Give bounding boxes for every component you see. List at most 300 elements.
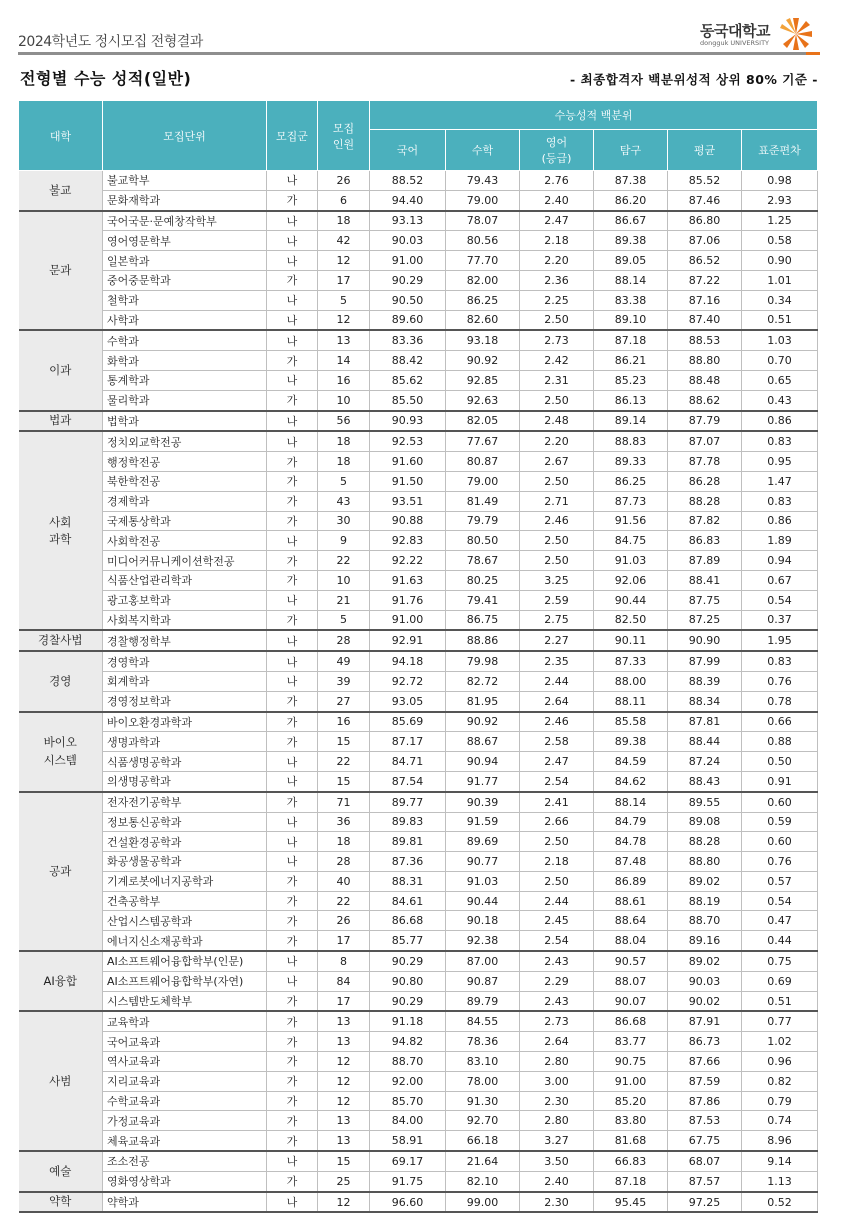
english-cell: 2.30 — [520, 1192, 594, 1213]
group-cell: 나 — [267, 251, 318, 271]
group-cell: 나 — [267, 752, 318, 772]
inquiry-cell: 84.62 — [594, 771, 668, 791]
std-dev-cell: 1.89 — [742, 531, 818, 551]
average-cell: 87.79 — [668, 411, 742, 432]
college-cell: 약학 — [19, 1192, 103, 1213]
math-cell: 82.05 — [446, 411, 520, 432]
inquiry-cell: 91.00 — [594, 1071, 668, 1091]
header-english: 영어 (등급) — [520, 130, 594, 171]
unit-cell: 중어중문학과 — [103, 270, 267, 290]
korean-cell: 90.50 — [370, 290, 446, 310]
std-dev-cell: 9.14 — [742, 1151, 818, 1171]
unit-cell: 교육학과 — [103, 1011, 267, 1031]
group-cell: 나 — [267, 651, 318, 671]
math-cell: 80.56 — [446, 231, 520, 251]
korean-cell: 90.93 — [370, 411, 446, 432]
math-cell: 82.10 — [446, 1171, 520, 1191]
unit-cell: 문화재학과 — [103, 190, 267, 210]
inquiry-cell: 86.68 — [594, 1011, 668, 1031]
korean-cell: 91.63 — [370, 570, 446, 590]
average-cell: 87.99 — [668, 651, 742, 671]
table-row — [19, 1052, 818, 1072]
average-cell: 87.40 — [668, 310, 742, 330]
table-row — [19, 551, 818, 571]
inquiry-cell: 90.07 — [594, 991, 668, 1011]
header-average: 평균 — [668, 130, 742, 171]
english-cell: 2.54 — [520, 771, 594, 791]
english-cell: 2.67 — [520, 452, 594, 472]
std-dev-cell: 1.03 — [742, 330, 818, 350]
std-dev-cell: 0.78 — [742, 691, 818, 711]
unit-cell: 식품산업관리학과 — [103, 570, 267, 590]
average-cell: 88.41 — [668, 570, 742, 590]
std-dev-cell: 1.13 — [742, 1171, 818, 1191]
group-cell: 나 — [267, 231, 318, 251]
math-cell: 90.92 — [446, 712, 520, 732]
std-dev-cell: 0.77 — [742, 1011, 818, 1031]
inquiry-cell: 83.38 — [594, 290, 668, 310]
std-dev-cell: 0.82 — [742, 1071, 818, 1091]
std-dev-cell: 0.60 — [742, 792, 818, 812]
math-cell: 82.60 — [446, 310, 520, 330]
table-row — [19, 1151, 818, 1171]
quota-cell: 12 — [318, 1091, 370, 1111]
inquiry-cell: 89.33 — [594, 452, 668, 472]
average-cell: 87.81 — [668, 712, 742, 732]
english-cell: 2.29 — [520, 971, 594, 991]
inquiry-cell: 88.61 — [594, 891, 668, 911]
english-cell: 2.27 — [520, 630, 594, 651]
korean-cell: 83.36 — [370, 330, 446, 350]
college-cell: 경찰사법 — [19, 630, 103, 651]
average-cell: 89.08 — [668, 812, 742, 832]
std-dev-cell: 0.37 — [742, 610, 818, 630]
std-dev-cell: 0.70 — [742, 351, 818, 371]
korean-cell: 88.42 — [370, 351, 446, 371]
table-row — [19, 452, 818, 472]
math-cell: 90.77 — [446, 852, 520, 872]
quota-cell: 22 — [318, 752, 370, 772]
math-cell: 91.59 — [446, 812, 520, 832]
group-cell: 가 — [267, 1091, 318, 1111]
group-cell: 가 — [267, 691, 318, 711]
inquiry-cell: 85.20 — [594, 1091, 668, 1111]
group-cell: 나 — [267, 590, 318, 610]
quota-cell: 13 — [318, 1111, 370, 1131]
table-row — [19, 330, 818, 350]
korean-cell: 91.60 — [370, 452, 446, 472]
inquiry-cell: 87.33 — [594, 651, 668, 671]
korean-cell: 93.51 — [370, 491, 446, 511]
group-cell: 가 — [267, 712, 318, 732]
average-cell: 87.91 — [668, 1011, 742, 1031]
unit-cell: 에너지신소재공학과 — [103, 931, 267, 951]
group-cell: 가 — [267, 270, 318, 290]
std-dev-cell: 0.86 — [742, 411, 818, 432]
unit-cell: 기계로봇에너지공학과 — [103, 871, 267, 891]
quota-cell: 21 — [318, 590, 370, 610]
unit-cell: 통계학과 — [103, 370, 267, 390]
average-cell: 87.06 — [668, 231, 742, 251]
std-dev-cell: 0.96 — [742, 1052, 818, 1072]
inquiry-cell: 84.59 — [594, 752, 668, 772]
math-cell: 91.30 — [446, 1091, 520, 1111]
average-cell: 87.57 — [668, 1171, 742, 1191]
group-cell: 가 — [267, 792, 318, 812]
header-math: 수학 — [446, 130, 520, 171]
english-cell: 3.50 — [520, 1151, 594, 1171]
math-cell: 92.38 — [446, 931, 520, 951]
table-row — [19, 471, 818, 491]
math-cell: 80.87 — [446, 452, 520, 472]
english-cell: 2.18 — [520, 852, 594, 872]
std-dev-cell: 0.86 — [742, 511, 818, 531]
group-cell: 가 — [267, 891, 318, 911]
english-cell: 2.76 — [520, 171, 594, 191]
english-cell: 2.43 — [520, 991, 594, 1011]
quota-cell: 12 — [318, 1052, 370, 1072]
korean-cell: 58.91 — [370, 1131, 446, 1151]
group-cell: 나 — [267, 671, 318, 691]
unit-cell: 국어국문·문예창작학부 — [103, 211, 267, 231]
english-cell: 2.31 — [520, 370, 594, 390]
quota-cell: 17 — [318, 931, 370, 951]
korean-cell: 84.00 — [370, 1111, 446, 1131]
std-dev-cell: 0.90 — [742, 251, 818, 271]
math-cell: 78.67 — [446, 551, 520, 571]
group-cell: 가 — [267, 911, 318, 931]
quota-cell: 27 — [318, 691, 370, 711]
english-cell: 2.18 — [520, 231, 594, 251]
group-cell: 가 — [267, 1052, 318, 1072]
english-cell: 3.27 — [520, 1131, 594, 1151]
quota-cell: 9 — [318, 531, 370, 551]
table-row — [19, 231, 818, 251]
unit-cell: 사회복지학과 — [103, 610, 267, 630]
group-cell: 나 — [267, 171, 318, 191]
group-cell: 나 — [267, 630, 318, 651]
group-cell: 나 — [267, 431, 318, 451]
english-cell: 3.00 — [520, 1071, 594, 1091]
unit-cell: 약학과 — [103, 1192, 267, 1213]
quota-cell: 43 — [318, 491, 370, 511]
korean-cell: 85.50 — [370, 390, 446, 410]
unit-cell: 체육교육과 — [103, 1131, 267, 1151]
quota-cell: 22 — [318, 891, 370, 911]
english-cell: 2.20 — [520, 251, 594, 271]
std-dev-cell: 0.95 — [742, 452, 818, 472]
table-row — [19, 1011, 818, 1031]
std-dev-cell: 0.76 — [742, 852, 818, 872]
quota-cell: 26 — [318, 911, 370, 931]
table-row — [19, 712, 818, 732]
math-cell: 83.10 — [446, 1052, 520, 1072]
average-cell: 88.28 — [668, 491, 742, 511]
std-dev-cell: 0.66 — [742, 712, 818, 732]
inquiry-cell: 86.67 — [594, 211, 668, 231]
std-dev-cell: 2.93 — [742, 190, 818, 210]
inquiry-cell: 85.58 — [594, 712, 668, 732]
header-quota: 모집 인원 — [318, 101, 370, 171]
math-cell: 92.70 — [446, 1111, 520, 1131]
group-cell: 나 — [267, 330, 318, 350]
math-cell: 89.79 — [446, 991, 520, 1011]
english-cell: 2.41 — [520, 792, 594, 812]
quota-cell: 28 — [318, 630, 370, 651]
english-cell: 2.25 — [520, 290, 594, 310]
inquiry-cell: 88.11 — [594, 691, 668, 711]
group-cell: 나 — [267, 971, 318, 991]
korean-cell: 89.60 — [370, 310, 446, 330]
group-cell: 가 — [267, 610, 318, 630]
korean-cell: 94.82 — [370, 1032, 446, 1052]
table-row — [19, 270, 818, 290]
table-row — [19, 171, 818, 191]
std-dev-cell: 0.83 — [742, 491, 818, 511]
average-cell: 89.16 — [668, 931, 742, 951]
average-cell: 90.02 — [668, 991, 742, 1011]
table-row — [19, 370, 818, 390]
korean-cell: 91.50 — [370, 471, 446, 491]
average-cell: 86.83 — [668, 531, 742, 551]
college-cell: 공과 — [19, 792, 103, 951]
inquiry-cell: 88.07 — [594, 971, 668, 991]
quota-cell: 15 — [318, 1151, 370, 1171]
inquiry-cell: 83.77 — [594, 1032, 668, 1052]
math-cell: 79.43 — [446, 171, 520, 191]
group-cell: 나 — [267, 1151, 318, 1171]
table-row — [19, 590, 818, 610]
table-row — [19, 1111, 818, 1131]
std-dev-cell: 1.02 — [742, 1032, 818, 1052]
unit-cell: 가정교육과 — [103, 1111, 267, 1131]
header-unit: 모집단위 — [103, 101, 267, 171]
english-cell: 2.48 — [520, 411, 594, 432]
inquiry-cell: 92.06 — [594, 570, 668, 590]
quota-cell: 16 — [318, 370, 370, 390]
unit-cell: 역사교육과 — [103, 1052, 267, 1072]
math-cell: 91.03 — [446, 871, 520, 891]
college-cell: 사범 — [19, 1011, 103, 1151]
inquiry-cell: 90.44 — [594, 590, 668, 610]
math-cell: 84.55 — [446, 1011, 520, 1031]
unit-cell: 수학교육과 — [103, 1091, 267, 1111]
std-dev-cell: 0.59 — [742, 812, 818, 832]
korean-cell: 91.18 — [370, 1011, 446, 1031]
average-cell: 85.52 — [668, 171, 742, 191]
unit-cell: 일본학과 — [103, 251, 267, 271]
table-row — [19, 310, 818, 330]
unit-cell: 불교학부 — [103, 171, 267, 191]
average-cell: 87.46 — [668, 190, 742, 210]
std-dev-cell: 0.65 — [742, 370, 818, 390]
english-cell: 2.46 — [520, 511, 594, 531]
average-cell: 86.52 — [668, 251, 742, 271]
english-cell: 2.80 — [520, 1111, 594, 1131]
math-cell: 80.50 — [446, 531, 520, 551]
inquiry-cell: 81.68 — [594, 1131, 668, 1151]
inquiry-cell: 84.78 — [594, 832, 668, 852]
english-cell: 2.30 — [520, 1091, 594, 1111]
math-cell: 92.63 — [446, 390, 520, 410]
table-row — [19, 771, 818, 791]
group-cell: 나 — [267, 211, 318, 231]
average-cell: 87.24 — [668, 752, 742, 772]
header-korean: 국어 — [370, 130, 446, 171]
average-cell: 89.55 — [668, 792, 742, 812]
korean-cell: 84.61 — [370, 891, 446, 911]
korean-cell: 85.70 — [370, 1091, 446, 1111]
unit-cell: 국어교육과 — [103, 1032, 267, 1052]
unit-cell: 건설환경공학과 — [103, 832, 267, 852]
average-cell: 86.28 — [668, 471, 742, 491]
inquiry-cell: 83.80 — [594, 1111, 668, 1131]
english-cell: 2.45 — [520, 911, 594, 931]
quota-cell: 71 — [318, 792, 370, 812]
math-cell: 80.25 — [446, 570, 520, 590]
std-dev-cell: 0.83 — [742, 431, 818, 451]
average-cell: 87.59 — [668, 1071, 742, 1091]
korean-cell: 92.91 — [370, 630, 446, 651]
inquiry-cell: 90.75 — [594, 1052, 668, 1072]
average-cell: 87.82 — [668, 511, 742, 531]
group-cell: 나 — [267, 951, 318, 971]
korean-cell: 92.53 — [370, 431, 446, 451]
average-cell: 86.80 — [668, 211, 742, 231]
results-table-wrapper — [18, 100, 817, 1213]
inquiry-cell: 85.23 — [594, 370, 668, 390]
english-cell: 2.58 — [520, 732, 594, 752]
logo-text: 동국대학교 — [700, 22, 770, 40]
header-score-group: 수능성적 백분위 — [370, 101, 818, 130]
inquiry-cell: 95.45 — [594, 1192, 668, 1213]
std-dev-cell: 0.43 — [742, 390, 818, 410]
english-cell: 2.50 — [520, 871, 594, 891]
korean-cell: 90.03 — [370, 231, 446, 251]
header-rule — [18, 52, 806, 55]
quota-cell: 12 — [318, 1071, 370, 1091]
korean-cell: 91.75 — [370, 1171, 446, 1191]
college-cell: 경영 — [19, 651, 103, 711]
group-cell: 가 — [267, 351, 318, 371]
header-group: 모집군 — [267, 101, 318, 171]
inquiry-cell: 86.20 — [594, 190, 668, 210]
inquiry-cell: 88.83 — [594, 431, 668, 451]
inquiry-cell: 87.18 — [594, 1171, 668, 1191]
std-dev-cell: 0.47 — [742, 911, 818, 931]
math-cell: 21.64 — [446, 1151, 520, 1171]
group-cell: 나 — [267, 411, 318, 432]
unit-cell: 수학과 — [103, 330, 267, 350]
english-cell: 2.20 — [520, 431, 594, 451]
unit-cell: 광고홍보학과 — [103, 590, 267, 610]
std-dev-cell: 1.25 — [742, 211, 818, 231]
math-cell: 86.75 — [446, 610, 520, 630]
math-cell: 77.67 — [446, 431, 520, 451]
quota-cell: 30 — [318, 511, 370, 531]
group-cell: 가 — [267, 1071, 318, 1091]
english-cell: 2.50 — [520, 531, 594, 551]
average-cell: 67.75 — [668, 1131, 742, 1151]
group-cell: 가 — [267, 1171, 318, 1191]
average-cell: 88.19 — [668, 891, 742, 911]
average-cell: 88.39 — [668, 671, 742, 691]
english-cell: 2.43 — [520, 951, 594, 971]
inquiry-cell: 88.00 — [594, 671, 668, 691]
quota-cell: 10 — [318, 390, 370, 410]
korean-cell: 92.00 — [370, 1071, 446, 1091]
std-dev-cell: 8.96 — [742, 1131, 818, 1151]
unit-cell: 사학과 — [103, 310, 267, 330]
std-dev-cell: 0.51 — [742, 991, 818, 1011]
unit-cell: 경제학과 — [103, 491, 267, 511]
korean-cell: 87.54 — [370, 771, 446, 791]
english-cell: 2.64 — [520, 691, 594, 711]
group-cell: 가 — [267, 570, 318, 590]
std-dev-cell: 0.57 — [742, 871, 818, 891]
unit-cell: 화학과 — [103, 351, 267, 371]
std-dev-cell: 0.50 — [742, 752, 818, 772]
english-cell: 2.71 — [520, 491, 594, 511]
table-row — [19, 411, 818, 432]
table-row — [19, 491, 818, 511]
group-cell: 가 — [267, 732, 318, 752]
english-cell: 2.59 — [520, 590, 594, 610]
std-dev-cell: 0.69 — [742, 971, 818, 991]
korean-cell: 94.18 — [370, 651, 446, 671]
college-cell: 예술 — [19, 1151, 103, 1192]
unit-cell: 정치외교학전공 — [103, 431, 267, 451]
college-cell: AI융합 — [19, 951, 103, 1011]
inquiry-cell: 89.05 — [594, 251, 668, 271]
inquiry-cell: 88.64 — [594, 911, 668, 931]
unit-cell: 사회학전공 — [103, 531, 267, 551]
college-cell: 바이오 시스템 — [19, 712, 103, 792]
group-cell: 나 — [267, 310, 318, 330]
quota-cell: 17 — [318, 991, 370, 1011]
unit-cell: 경영학과 — [103, 651, 267, 671]
table-row — [19, 852, 818, 872]
std-dev-cell: 0.54 — [742, 891, 818, 911]
inquiry-cell: 86.21 — [594, 351, 668, 371]
math-cell: 89.69 — [446, 832, 520, 852]
section-note: - 최종합격자 백분위성적 상위 80% 기준 - — [570, 72, 818, 87]
unit-cell: 영어영문학부 — [103, 231, 267, 251]
unit-cell: 전자전기공학부 — [103, 792, 267, 812]
math-cell: 79.00 — [446, 190, 520, 210]
inquiry-cell: 86.13 — [594, 390, 668, 410]
table-row — [19, 1171, 818, 1191]
table-row — [19, 812, 818, 832]
std-dev-cell: 0.34 — [742, 290, 818, 310]
unit-cell: 경찰행정학부 — [103, 630, 267, 651]
english-cell: 2.73 — [520, 1011, 594, 1031]
english-cell: 2.46 — [520, 712, 594, 732]
std-dev-cell: 0.79 — [742, 1091, 818, 1111]
table-row — [19, 891, 818, 911]
korean-cell: 89.77 — [370, 792, 446, 812]
korean-cell: 94.40 — [370, 190, 446, 210]
math-cell: 79.00 — [446, 471, 520, 491]
inquiry-cell: 66.83 — [594, 1151, 668, 1171]
inquiry-cell: 90.11 — [594, 630, 668, 651]
unit-cell: 회계학과 — [103, 671, 267, 691]
table-row — [19, 511, 818, 531]
math-cell: 90.44 — [446, 891, 520, 911]
english-cell: 2.64 — [520, 1032, 594, 1052]
english-cell: 2.80 — [520, 1052, 594, 1072]
unit-cell: 시스템반도체학부 — [103, 991, 267, 1011]
